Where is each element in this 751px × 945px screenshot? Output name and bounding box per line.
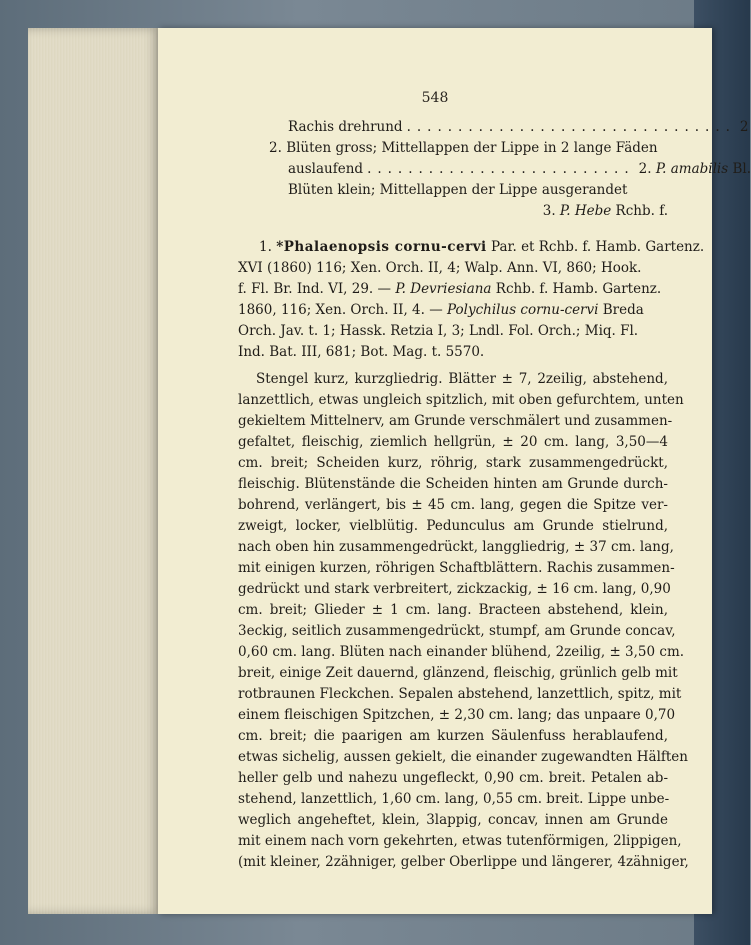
key-line-4: Blüten klein; Mittellappen der Lippe ausgerandet (288, 182, 628, 198)
entry-line-2: XVI (1860) 116; Xen. Orch. II, 4; Walp. Ann. VI, 860; Hook. (238, 260, 642, 276)
body-line: zweigt, locker, vielblütig. Pedunculus am Grunde stielrund, (238, 518, 668, 534)
body-line: Stengel kurz, kurzgliedrig. Blätter ± 7, 2zeilig, abstehend, (256, 371, 668, 387)
body-line: fleischig. Blütenstände die Scheiden hinten am Grunde durch- (238, 476, 668, 492)
body-line: 0,60 cm. lang. Blüten nach einander blühend, 2zeilig, ± 3,50 cm. (238, 644, 685, 660)
page-number: 548 (421, 90, 449, 106)
entry-line-4: 1860, 116; Xen. Orch. II, 4. — Polychilus cornu-cervi Breda (238, 302, 644, 318)
book-page (158, 28, 751, 914)
body-line: mit einigen kurzen, röhrigen Schaftblättern. Rachis zusammen- (238, 560, 675, 576)
key-line-1: Rachis drehrund ................................ 2 (288, 119, 749, 135)
body-line: rotbraunen Fleckchen. Sepalen abstehend, lanzettlich, spitz, mit (238, 686, 682, 702)
key-line-3: auslaufend .......................... 2. P. amabilis Bl. (288, 161, 751, 177)
body-line: cm. breit; Scheiden kurz, röhrig, stark zusammengedrückt, (238, 455, 668, 471)
entry-line-6: Ind. Bat. III, 681; Bot. Mag. t. 5570. (238, 344, 485, 360)
body-line: gekieltem Mittelnerv, am Grunde verschmälert und zusammen- (238, 413, 673, 429)
body-line: einem fleischigen Spitzchen, ± 2,30 cm. lang; das unpaare 0,70 (238, 707, 676, 723)
entry-line-3: f. Fl. Br. Ind. VI, 29. — P. Devriesiana Rchb. f. Hamb. Gartenz. (238, 281, 662, 297)
body-line: etwas sichelig, aussen gekielt, die einander zugewandten Hälften (238, 749, 688, 765)
entry-line-1: 1. *Phalaenopsis cornu-cervi Par. et Rchb. f. Hamb. Gartenz. (259, 239, 705, 255)
entry-line-5: Orch. Jav. t. 1; Hassk. Retzia I, 3; Lndl. Fol. Orch.; Miq. Fl. (238, 323, 639, 339)
body-line: breit, einige Zeit dauernd, glänzend, fleischig, grünlich gelb mit (238, 665, 678, 681)
body-line: (mit kleiner, 2zähniger, gelber Oberlippe und längerer, 4zähniger, (238, 854, 689, 870)
body-line: gedrückt und stark verbreitert, zickzackig, ± 16 cm. lang, 0,90 (238, 581, 671, 597)
body-line: stehend, lanzettlich, 1,60 cm. lang, 0,55 cm. breit. Lippe unbe- (238, 791, 670, 807)
body-line: mit einem nach vorn gekehrten, etwas tutenförmigen, 2lippigen, (238, 833, 682, 849)
body-line: gefaltet, fleischig, ziemlich hellgrün, ± 20 cm. lang, 3,50—4 (238, 434, 668, 450)
species-name: *Phalaenopsis cornu-cervi (276, 239, 487, 255)
body-line: cm. breit; Glieder ± 1 cm. lang. Bracteen abstehend, klein, (238, 602, 668, 618)
body-line: weglich angeheftet, klein, 3lappig, concav, innen am Grunde (238, 812, 668, 828)
body-line: cm. breit; die paarigen am kurzen Säulenfuss herablaufend, (238, 728, 668, 744)
body-line: lanzettlich, etwas ungleich spitzlich, mit oben gefurchtem, unten (238, 392, 684, 408)
body-line: heller gelb und nahezu ungefleckt, 0,90 cm. breit. Petalen ab- (238, 770, 668, 786)
body-line: bohrend, verlängert, bis ± 45 cm. lang, gegen die Spitze ver- (238, 497, 668, 513)
page-edges (28, 28, 160, 914)
key-line-5: 3. P. Hebe Rchb. f. (542, 203, 668, 219)
body-line: nach oben hin zusammengedrückt, langgliedrig, ± 37 cm. lang, (238, 539, 674, 555)
key-line-2: 2. Blüten gross; Mittellappen der Lippe in 2 lange Fäden (269, 140, 658, 156)
body-line: 3eckig, seitlich zusammengedrückt, stumpf, am Grunde concav, (238, 623, 676, 639)
